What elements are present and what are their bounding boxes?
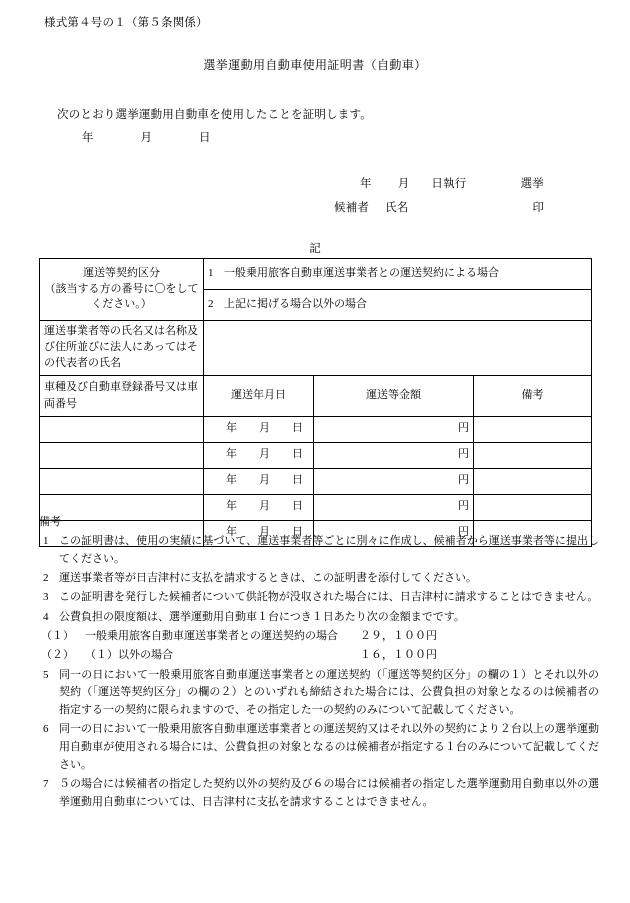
cell-amount[interactable]: 円 [314,468,474,494]
candidate-label: 候補者 [334,202,370,214]
contract-type-label-line2: （該当する方の番号に〇をしてください。） [44,282,199,311]
cell-remarks[interactable] [474,442,592,468]
seal-mark: 印 [532,202,545,214]
date-blank-line: 年 月 日 [82,132,211,144]
note-number: 7 [43,778,49,791]
note-number: （２） [41,649,74,662]
cell-vehicle[interactable] [40,468,204,494]
header-vehicle: 車種及び自動車登録番号又は車両番号 [40,375,204,416]
table-row [40,468,592,494]
cell-date-year: 年 [226,422,237,435]
note-number: （１） [41,629,74,642]
note-item [39,570,599,588]
cell-date[interactable] [204,416,314,442]
table-header-row [40,375,592,416]
exec-day: 日執行 [431,178,467,190]
cell-date-year: 年 [226,500,237,513]
cell-date-day: 日 [292,500,303,513]
note-text: 同一の日において一般乗用旅客自動車運送事業者との運送契約（「運送等契約区分」の欄の１）とそれ以外の契約（「運送等契約区分」の欄の２）とのいずれも締結された場合には、公費負担の対象となるのは候補者の指定する一の契約に限られますので、その指定した一の契約のみについて記載してください。 [59,668,599,717]
note-item [39,589,599,607]
note-number: 4 [43,610,49,623]
cell-date[interactable] [204,468,314,494]
cell-amount[interactable]: 円 [314,520,474,546]
intro-text: 次のとおり選挙運動用自動車を使用したことを証明します。 [57,109,372,121]
exec-month: 月 [397,178,410,190]
cell-remarks[interactable] [474,468,592,494]
contract-option-1-text: 一般乗用旅客自動車運送事業者との運送契約による場合 [224,267,499,280]
note-text: この証明書は、使用の実績に基づいて、運送事業者等ごとに別々に作成し、候補者から運送事業者等に提出してください。 [59,534,599,565]
note-text: 一般乗用旅客自動車運送事業者との運送契約の場合 ２９，１００円 [85,629,437,642]
cell-amount[interactable]: 円 [314,442,474,468]
cell-date-year: 年 [226,448,237,461]
table-row [40,259,592,290]
cell-vehicle[interactable] [40,442,204,468]
contract-option-1-number: 1 [208,267,214,280]
note-number: 6 [43,723,49,736]
cell-date-day: 日 [292,422,303,435]
exec-year: 年 [360,178,372,190]
cell-amount[interactable]: 円 [314,494,474,520]
certificate-table [39,258,592,547]
contract-option-2-number: 2 [208,298,214,311]
operator-value[interactable] [204,321,592,376]
cell-remarks[interactable] [474,416,592,442]
cell-date-month: 月 [259,422,270,435]
note-number: 3 [43,591,49,604]
note-item [39,628,599,646]
cell-amount[interactable]: 円 [314,416,474,442]
note-item [39,647,599,665]
note-item [39,776,599,812]
contract-option-1 [204,259,592,290]
header-date: 運送年月日 [204,375,314,416]
contract-type-label [40,259,204,321]
note-item [39,533,599,569]
cell-date-day: 日 [292,474,303,487]
contract-type-label-line1: 運送等契約区分 [83,266,160,279]
contract-option-2 [204,290,592,321]
note-text: 公費負担の限度額は、選挙運動用自動車１台につき１日あたり次の金額までです。 [59,610,465,623]
header-amount: 運送等金額 [314,375,474,416]
note-item [39,609,599,627]
cell-date-day: 日 [292,448,303,461]
contract-option-2-text: 上記に掲げる場合以外の場合 [224,298,367,311]
candidate-name-label: 氏名 [385,202,409,214]
cell-date-month: 月 [259,526,270,539]
note-number: 2 [43,571,49,584]
note-text: ５の場合には候補者の指定した契約以外の契約及び６の場合には候補者の指定した選挙運動用自動車以外の選挙運動用自動車については、日吉津村に支払を請求することはできません。 [59,778,599,809]
ki-mark: 記 [309,243,321,255]
cell-date-day: 日 [292,526,303,539]
table-row [40,442,592,468]
table-row [40,321,592,376]
cell-vehicle[interactable] [40,416,204,442]
note-text: 運送事業者等が日吉津村に支払を請求するときは、この証明書を添付してください。 [59,571,477,584]
note-number: 5 [43,668,49,681]
cell-date[interactable] [204,442,314,468]
note-number: 1 [43,534,49,547]
note-text: （１）以外の場合 １６，１００円 [85,649,437,662]
note-text: 同一の日において一般乗用旅客自動車運送事業者との運送契約又はそれ以外の契約により２台以上の選挙運動用自動車が使用される場合には、公費負担の対象となるのは候補者が指定する１台のみについて記載してください。 [59,723,599,772]
page-title: 選挙運動用自動車使用証明書（自動車） [203,58,427,72]
header-remarks: 備考 [474,375,592,416]
cell-date-month: 月 [259,448,270,461]
note-text: この証明書を発行した候補者について供託物が没収された場合には、日吉津村に請求することはできません。 [59,591,599,604]
election-exec-line [360,175,544,191]
notes-heading: 備考 [39,516,61,528]
form-number: 様式第４号の１（第５条関係） [44,17,208,29]
note-item [39,667,599,720]
candidate-line [334,199,544,215]
note-item [39,721,599,774]
cell-date-year: 年 [226,526,237,539]
operator-label: 運送事業者等の氏名又は名称及び住所並びに法人にあってはその代表者の氏名 [40,321,204,376]
cell-date-year: 年 [226,474,237,487]
cell-date-month: 月 [259,474,270,487]
table-row [40,416,592,442]
exec-election: 選挙 [520,178,544,190]
cell-date-month: 月 [259,500,270,513]
notes-section [39,514,599,814]
